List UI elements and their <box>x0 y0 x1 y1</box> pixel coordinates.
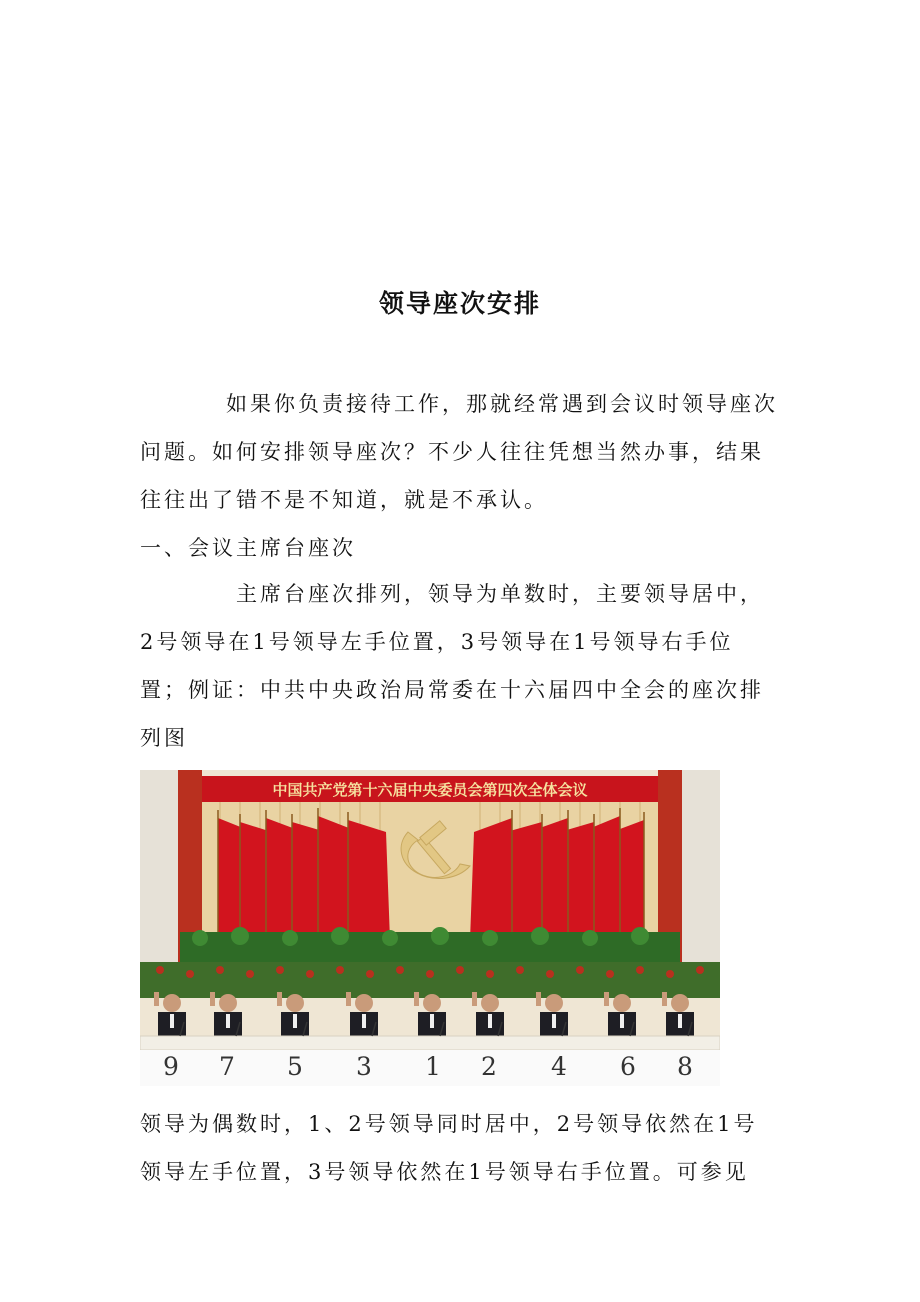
seat-number: 9 <box>163 1052 179 1081</box>
section-heading: 一、会议主席台座次 <box>140 536 356 560</box>
intro-paragraph: 如果你负责接待工作，那就经常遇到会议时领导座次问题。如何安排领导座次？不少人往往凭想当然办事，结果往往出了错不是不知道，就是不承认。 <box>140 392 778 512</box>
meeting-photo <box>140 770 720 1086</box>
even-rule-paragraph: 领导为偶数时，1、2号领导同时居中，2号领导依然在1号领导左手位置，3号领导依然在1号领导右手位置。可参见 <box>140 1112 758 1184</box>
banner-text: 中国共产党第十六届中央委员会第四次全体会议 <box>272 781 588 799</box>
seat-number: 5 <box>287 1052 303 1081</box>
seat-number: 6 <box>620 1052 636 1081</box>
seat-number: 1 <box>425 1052 441 1081</box>
seat-number: 4 <box>551 1052 567 1081</box>
flag <box>608 820 644 940</box>
page-title: 领导座次安排 <box>378 289 541 318</box>
right-flags <box>470 816 644 940</box>
head-table <box>140 1036 720 1050</box>
flower-bed <box>140 962 720 998</box>
right-pillar <box>682 770 720 970</box>
left-flags <box>218 816 390 940</box>
meeting-scene <box>140 770 720 1086</box>
seat-number: 7 <box>219 1052 235 1081</box>
left-pillar <box>140 770 178 970</box>
flag <box>348 820 390 940</box>
seating-rule-paragraph: 主席台座次排列，领导为单数时，主要领导居中，2号领导在1号领导左手位置，3号领导在1号领导右手位置；例证：中共中央政治局常委在十六届四中全会的座次排列图 <box>140 582 764 750</box>
seat-number: 8 <box>677 1052 693 1081</box>
seat-number: 3 <box>356 1052 372 1081</box>
potted-plants <box>180 932 680 962</box>
seat-number: 2 <box>481 1052 497 1081</box>
